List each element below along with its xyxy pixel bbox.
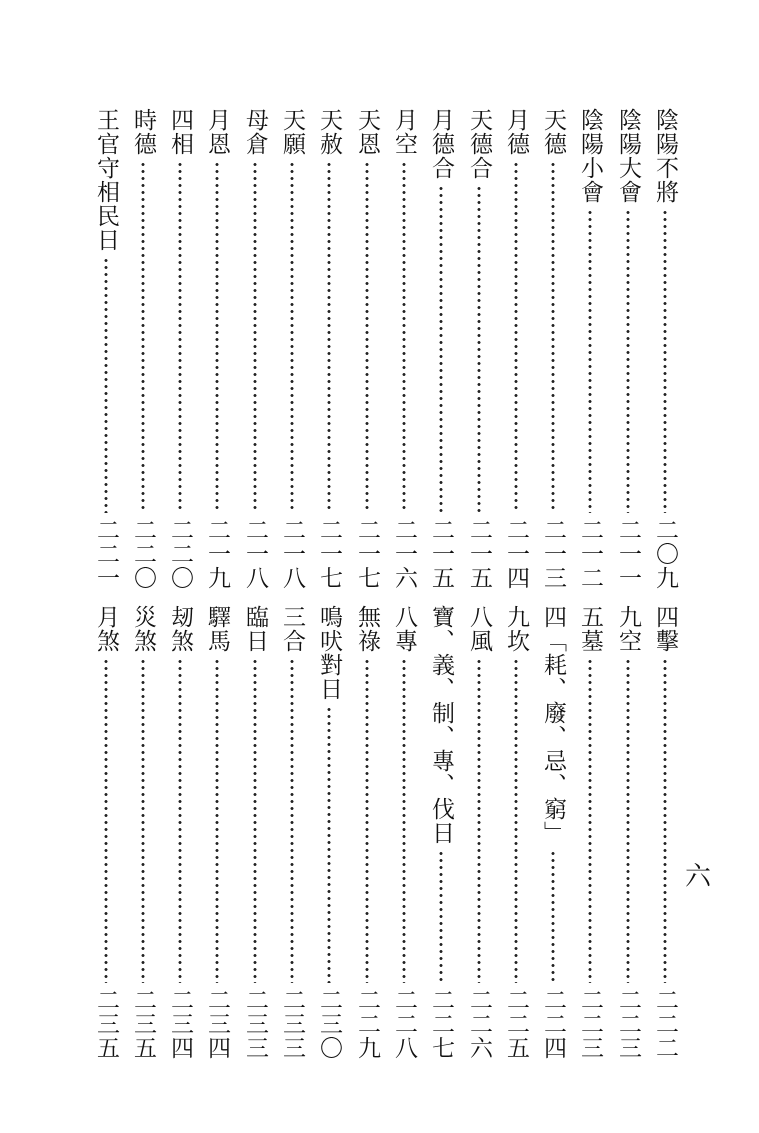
toc-entry [275, 605, 309, 1060]
entry-page-number: 二二四 [540, 988, 566, 1060]
toc-entry [611, 108, 645, 590]
entry-page-number: 二二五 [503, 988, 529, 1060]
dot-leader [253, 161, 257, 513]
entry-title: 臨日 [242, 605, 268, 653]
toc-entry [238, 108, 272, 590]
entry-title: 八風 [466, 605, 492, 653]
entry-page-number: 二二九 [354, 988, 380, 1060]
dot-leader [402, 161, 406, 513]
dot-leader [365, 161, 369, 513]
entry-title: 天恩 [354, 108, 380, 156]
toc-entry [536, 108, 570, 590]
toc-entry [89, 605, 123, 1060]
toc-entry [89, 108, 123, 590]
toc-entry [424, 108, 458, 590]
toc-entry [238, 605, 272, 1060]
entry-title: 四相 [167, 108, 193, 156]
dot-leader [663, 658, 667, 983]
entry-page-number: 二三四 [204, 988, 230, 1060]
toc-entry [200, 605, 234, 1060]
toc-entry [275, 108, 309, 590]
entry-title: 鳴吠對日 [316, 605, 342, 701]
entry-title: 無祿 [354, 605, 380, 653]
entry-page-number: 二一七 [354, 518, 380, 590]
entry-title: 月德合 [428, 108, 454, 180]
dot-leader [439, 185, 443, 513]
dot-leader [290, 161, 294, 513]
entry-title: 天德合 [466, 108, 492, 180]
entry-title: 月煞 [93, 605, 119, 653]
entry-page-number: 二三五 [93, 988, 119, 1060]
dot-leader [215, 161, 219, 513]
toc-entry [424, 605, 458, 1060]
dot-leader [141, 161, 145, 513]
dot-leader [514, 658, 518, 983]
entry-title: 寶、義、制、專、伐日 [428, 605, 454, 845]
dot-leader [588, 209, 592, 513]
entry-page-number: 二二八 [391, 988, 417, 1060]
toc-entry [126, 605, 160, 1060]
toc-entry [200, 108, 234, 590]
entry-page-number: 二一五 [466, 518, 492, 590]
entry-title: 刼煞 [167, 605, 193, 653]
entry-title: 陰陽大會 [615, 108, 641, 204]
dot-leader [104, 658, 108, 983]
entry-page-number: 二一七 [316, 518, 342, 590]
dot-leader [663, 209, 667, 513]
toc-entry [648, 108, 682, 590]
toc-entry [387, 605, 421, 1060]
entry-title: 三合 [279, 605, 305, 653]
toc-entry [312, 605, 346, 1060]
entry-title: 天德 [540, 108, 566, 156]
entry-title: 月恩 [204, 108, 230, 156]
dot-leader [439, 850, 443, 983]
entry-title: 九坎 [503, 605, 529, 653]
entry-title: 四「耗、廢、忌、窮」 [540, 605, 566, 845]
dot-leader [290, 658, 294, 983]
entry-page-number: 二一四 [503, 518, 529, 590]
dot-leader [327, 706, 331, 983]
entry-title: 五墓 [577, 605, 603, 653]
entry-title: 母倉 [242, 108, 268, 156]
entry-title: 王官守相民日 [93, 108, 119, 252]
toc-entry [499, 605, 533, 1060]
dot-leader [551, 161, 555, 513]
entry-page-number: 二三三 [242, 988, 268, 1060]
entry-page-number: 二三五 [130, 988, 156, 1060]
entry-title: 天赦 [316, 108, 342, 156]
toc-entry [573, 605, 607, 1060]
toc-entry [126, 108, 160, 590]
entry-page-number: 二一五 [428, 518, 454, 590]
toc-entry [499, 108, 533, 590]
dot-leader [551, 850, 555, 983]
entry-title: 天願 [279, 108, 305, 156]
dot-leader [588, 658, 592, 983]
dot-leader [365, 658, 369, 983]
entry-title: 八專 [391, 605, 417, 653]
dot-leader [141, 658, 145, 983]
entry-page-number: 二二〇 [130, 518, 156, 590]
entry-title: 驛馬 [204, 605, 230, 653]
toc-entry [387, 108, 421, 590]
entry-page-number: 二三四 [167, 988, 193, 1060]
dot-leader [477, 658, 481, 983]
entry-title: 時德 [130, 108, 156, 156]
toc-entry [350, 605, 384, 1060]
dot-leader [327, 161, 331, 513]
toc-entry [536, 605, 570, 1060]
dot-leader [178, 658, 182, 983]
toc-entry [611, 605, 645, 1060]
entry-title: 陰陽不將 [652, 108, 678, 204]
toc-entry [163, 108, 197, 590]
toc-entry [573, 108, 607, 590]
entry-page-number: 二二七 [428, 988, 454, 1060]
entry-page-number: 二二六 [466, 988, 492, 1060]
entry-page-number: 二二二 [652, 988, 678, 1060]
toc-entry [462, 605, 496, 1060]
dot-leader [104, 257, 108, 513]
dot-leader [402, 658, 406, 983]
entry-page-number: 二三〇 [316, 988, 342, 1060]
toc-entry [163, 605, 197, 1060]
dot-leader [178, 161, 182, 513]
entry-page-number: 二一八 [242, 518, 268, 590]
entry-title: 月空 [391, 108, 417, 156]
dot-leader [626, 209, 630, 513]
entry-page-number: 二二三 [577, 988, 603, 1060]
entry-title: 九空 [615, 605, 641, 653]
entry-title: 四擊 [652, 605, 678, 653]
entry-page-number: 二三三 [279, 988, 305, 1060]
toc-entry [350, 108, 384, 590]
entry-page-number: 二二三 [615, 988, 641, 1060]
dot-leader [215, 658, 219, 983]
dot-leader [626, 658, 630, 983]
entry-page-number: 二〇九 [652, 518, 678, 590]
page-number: 六 [685, 862, 712, 892]
entry-title: 陰陽小會 [577, 108, 603, 204]
toc-entry [312, 108, 346, 590]
entry-page-number: 二一八 [279, 518, 305, 590]
entry-title: 災煞 [130, 605, 156, 653]
entry-title: 月德 [503, 108, 529, 156]
entry-page-number: 二二〇 [167, 518, 193, 590]
entry-page-number: 二一六 [391, 518, 417, 590]
entry-page-number: 二一九 [204, 518, 230, 590]
dot-leader [477, 185, 481, 513]
dot-leader [253, 658, 257, 983]
dot-leader [514, 161, 518, 513]
entry-page-number: 二一三 [540, 518, 566, 590]
entry-page-number: 二一二 [577, 518, 603, 590]
toc-entry [648, 605, 682, 1060]
toc-entry [462, 108, 496, 590]
entry-page-number: 二二一 [93, 518, 119, 590]
entry-page-number: 二一一 [615, 518, 641, 590]
